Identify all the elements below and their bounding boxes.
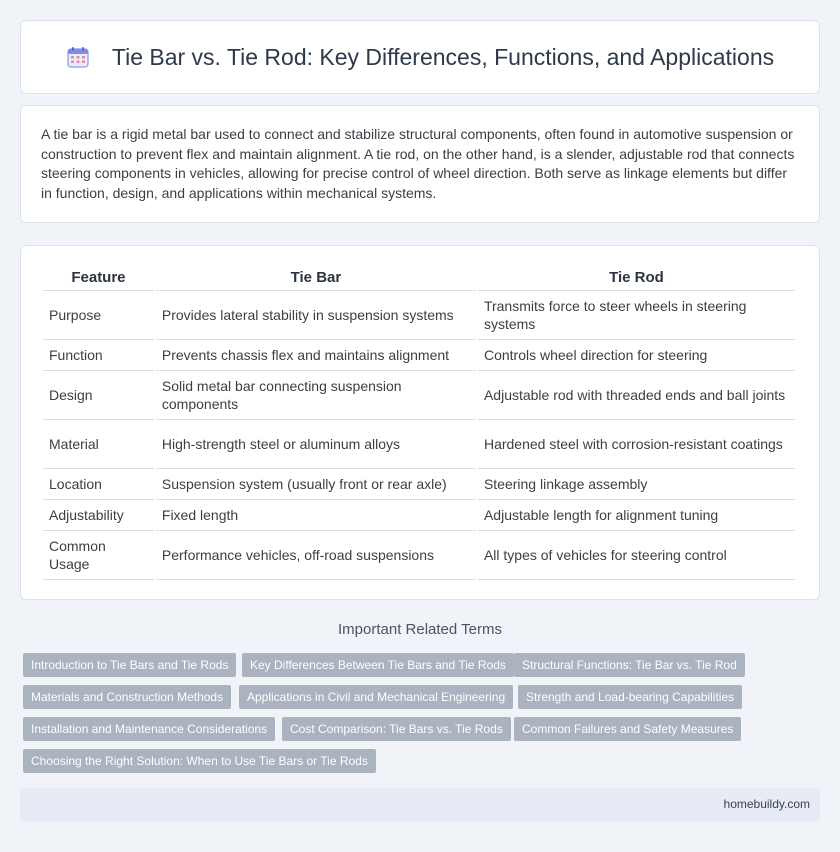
- table-row: [43, 420, 795, 469]
- related-term-link[interactable]: Key Differences Between Tie Bars and Tie Rods: [242, 653, 514, 677]
- tie-bar-cell: Performance vehicles, off-road suspensions: [156, 531, 476, 580]
- table-header-row: [43, 264, 795, 291]
- related-term-link[interactable]: Materials and Construction Methods: [23, 685, 231, 709]
- comparison-table: [41, 264, 797, 580]
- tie-rod-cell: Adjustable length for alignment tuning: [478, 500, 795, 531]
- header-tie-rod: Tie Rod: [478, 264, 795, 291]
- feature-cell: Adjustability: [43, 500, 154, 531]
- title-card: [20, 20, 820, 94]
- header-feature: Feature: [43, 264, 154, 291]
- footer: [20, 788, 820, 822]
- feature-cell: Purpose: [43, 291, 154, 340]
- related-term-link[interactable]: Structural Functions: Tie Bar vs. Tie Rod: [514, 653, 745, 677]
- related-term-link[interactable]: Cost Comparison: Tie Bars vs. Tie Rods: [282, 717, 511, 741]
- tie-bar-cell: Suspension system (usually front or rear axle): [156, 469, 476, 500]
- related-terms-title: Important Related Terms: [338, 621, 502, 638]
- table-row: [43, 371, 795, 420]
- calendar-icon: [66, 45, 90, 69]
- tie-rod-cell: Hardened steel with corrosion-resistant coatings: [478, 420, 795, 469]
- related-term-link[interactable]: Introduction to Tie Bars and Tie Rods: [23, 653, 236, 677]
- table-row: [43, 291, 795, 340]
- intro-text: A tie bar is a rigid metal bar used to connect and stabilize structural components, often found in automotive suspension or construction to prevent flex and maintain alignment. A tie rod, on the other hand, is a slender, adjustable rod that connects steering components in vehicles, allowing for precise control of wheel direction. Both serve as linkage elements but differ in function, design, and applications within mechanical systems.: [41, 126, 795, 201]
- footer-site-name: homebuildy.com: [723, 797, 810, 811]
- tie-bar-cell: Provides lateral stability in suspension systems: [156, 291, 476, 340]
- tie-bar-cell: Solid metal bar connecting suspension components: [156, 371, 476, 420]
- tie-rod-cell: Controls wheel direction for steering: [478, 340, 795, 371]
- related-term-link[interactable]: Strength and Load-bearing Capabilities: [518, 685, 742, 709]
- comparison-table-card: [20, 245, 820, 600]
- table-row: [43, 340, 795, 371]
- tie-bar-cell: Prevents chassis flex and maintains alignment: [156, 340, 476, 371]
- tie-bar-cell: High-strength steel or aluminum alloys: [156, 420, 476, 469]
- table-row: [43, 469, 795, 500]
- tie-rod-cell: Adjustable rod with threaded ends and ball joints: [478, 371, 795, 420]
- feature-cell: Location: [43, 469, 154, 500]
- header-tie-bar: Tie Bar: [156, 264, 476, 291]
- table-row: [43, 531, 795, 580]
- related-term-link[interactable]: Common Failures and Safety Measures: [514, 717, 741, 741]
- tie-rod-cell: All types of vehicles for steering control: [478, 531, 795, 580]
- feature-cell: Design: [43, 371, 154, 420]
- table-row: [43, 500, 795, 531]
- feature-cell: Material: [43, 420, 154, 469]
- related-term-link[interactable]: Choosing the Right Solution: When to Use Tie Bars or Tie Rods: [23, 749, 376, 773]
- related-term-link[interactable]: Applications in Civil and Mechanical Engineering: [239, 685, 513, 709]
- page-title: Tie Bar vs. Tie Rod: Key Differences, Functions, and Applications: [111, 43, 775, 70]
- tie-bar-cell: Fixed length: [156, 500, 476, 531]
- related-term-link[interactable]: Installation and Maintenance Considerations: [23, 717, 275, 741]
- tie-rod-cell: Steering linkage assembly: [478, 469, 795, 500]
- feature-cell: Common Usage: [43, 531, 154, 580]
- intro-card: [20, 105, 820, 223]
- tie-rod-cell: Transmits force to steer wheels in steering systems: [478, 291, 795, 340]
- feature-cell: Function: [43, 340, 154, 371]
